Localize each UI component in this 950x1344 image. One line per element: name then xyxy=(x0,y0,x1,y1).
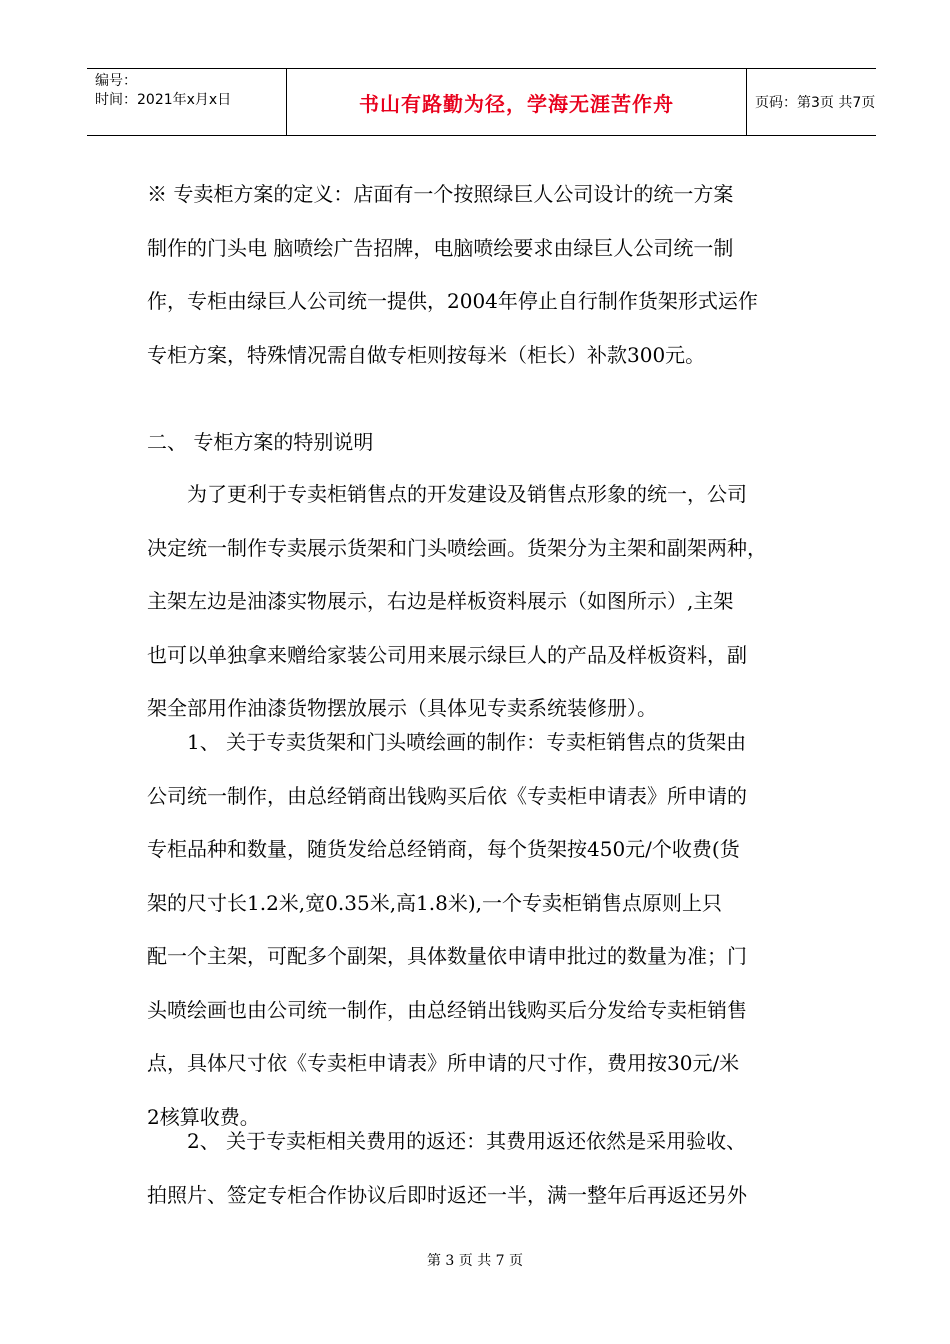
paragraph-line: 2核算收费。 xyxy=(147,1104,260,1129)
paragraph-line: 也可以单独拿来赠给家装公司用来展示绿巨人的产品及样板资料，副 xyxy=(147,642,747,667)
paragraph-line: 专柜品种和数量，随货发给总经销商，每个货架按450元/个收费(货 xyxy=(147,837,740,861)
paragraph-line: 决定统一制作专卖展示货架和门头喷绘画。货架分为主架和副架两种， xyxy=(147,535,767,560)
paragraph-line: 主架左边是油漆实物展示，右边是样板资料展示（如图所示）,主架 xyxy=(147,589,734,613)
header-page-info: 页码：第3页 共7页 xyxy=(755,95,876,111)
paragraph-line: 头喷绘画也由公司统一制作，由总经销出钱购买后分发给专卖柜销售 xyxy=(147,997,747,1022)
page-footer: 第 3 页 共 7 页 xyxy=(426,1253,524,1269)
section-heading-text: 二、 专柜方案的特别说明 xyxy=(147,430,374,454)
header-meta-cell xyxy=(87,69,287,135)
paragraph-line: 作，专柜由绿巨人公司统一提供，2004年停止自行制作货架形式运作 xyxy=(147,289,758,313)
document-date: 时间：2021年x月x日 xyxy=(95,92,232,108)
paragraph-line: 公司统一制作，由总经销商出钱购买后依《专卖柜申请表》所申请的 xyxy=(147,783,747,808)
document-number-label: 编号： xyxy=(95,73,137,89)
header-motto-cell xyxy=(287,69,747,135)
paragraph-line: 1、 关于专卖货架和门头喷绘画的制作：专卖柜销售点的货架由 xyxy=(147,730,747,754)
paragraph-line: 2、 关于专卖柜相关费用的返还：其费用返还依然是采用验收、 xyxy=(147,1129,747,1153)
paragraph-line: 为了更利于专卖柜销售点的开发建设及销售点形象的统一，公司 xyxy=(147,482,747,506)
item2-paragraph xyxy=(147,1121,827,1228)
paragraph-line: 架全部用作油漆货物摆放展示（具体见专卖系统装修册）。 xyxy=(147,696,657,720)
header-page-cell xyxy=(747,69,876,135)
paragraph-line: ※ 专卖柜方案的定义：店面有一个按照绿巨人公司设计的统一方案 xyxy=(147,182,734,206)
section-heading xyxy=(147,422,827,476)
paragraph-line: 点，具体尺寸依《专卖柜申请表》所申请的尺寸作，费用按30元/米 xyxy=(147,1051,740,1075)
paragraph-line: 专柜方案，特殊情况需自做专柜则按每米（柜长）补款300元。 xyxy=(147,342,706,367)
paragraph-line: 配一个主架，可配多个副架，具体数量依申请申批过的数量为准；门 xyxy=(147,944,747,968)
definition-paragraph xyxy=(147,174,827,388)
intro-paragraph xyxy=(147,474,827,742)
header-motto: 书山有路勤为径，学海无涯苦作舟 xyxy=(359,91,674,116)
page-header xyxy=(87,68,876,136)
item1-paragraph xyxy=(147,722,827,1150)
paragraph-line: 制作的门头电 脑喷绘广告招牌，电脑喷绘要求由绿巨人公司统一制 xyxy=(147,235,734,260)
paragraph-line: 架的尺寸长1.2米,宽0.35米,高1.8米),一个专卖柜销售点原则上只 xyxy=(147,890,723,915)
paragraph-line: 拍照片、签定专柜合作协议后即时返还一半，满一整年后再返还另外 xyxy=(147,1182,747,1207)
